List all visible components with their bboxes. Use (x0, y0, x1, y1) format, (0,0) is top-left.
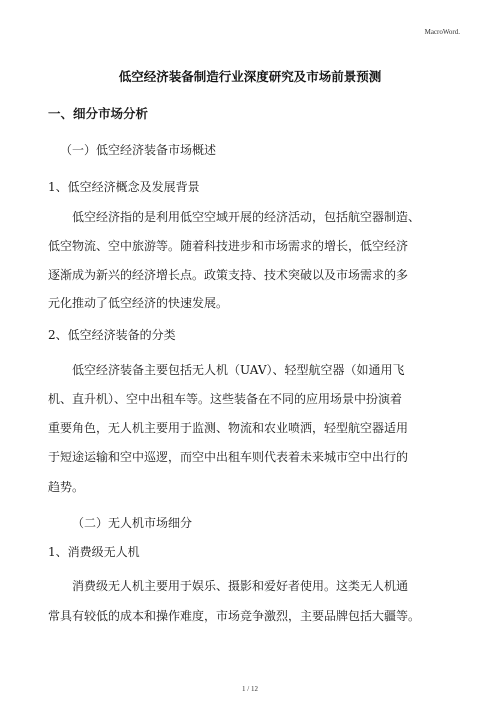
paragraph-line: 机、直升机）、空中出租车等。这些装备在不同的应用场景中扮演着 (48, 392, 403, 406)
item-heading-3: 1、消费级无人机 (48, 545, 140, 559)
paragraph-line: 低空经济指的是利用低空空域开展的经济活动，包括航空器制造、 (72, 210, 421, 224)
item-heading-1: 1、低空经济概念及发展背景 (48, 180, 200, 194)
paragraph-line: 常具有较低的成本和操作难度，市场竞争激烈，主要品牌包括大疆等。 (48, 609, 421, 623)
paragraph-line: 元化推动了低空经济的快速发展。 (48, 296, 229, 310)
document-title: 低空经济装备制造行业深度研究及市场前景预测 (118, 69, 382, 84)
page-number: 1 / 12 (242, 685, 258, 693)
section-heading-1: 一、细分市场分析 (48, 106, 149, 121)
paragraph-line: 逐渐成为新兴的经济增长点。政策支持、技术突破以及市场需求的多 (48, 268, 409, 282)
subsection-heading-2: （二）无人机市场细分 (72, 516, 193, 530)
item-heading-2: 2、低空经济装备的分类 (48, 328, 176, 342)
paragraph-line: 趋势。 (48, 480, 85, 494)
subsection-heading-1: （一）低空经济装备市场概述 (60, 143, 217, 157)
paragraph-line: 于短途运输和空中巡逻，而空中出租车则代表着未来城市空中出行的 (48, 450, 409, 464)
paragraph-line: 低空经济装备主要包括无人机（UAV）、轻型航空器（如通用飞 (72, 363, 405, 377)
header-brand: MacroWord. (424, 28, 460, 36)
paragraph-line: 低空物流、空中旅游等。随着科技进步和市场需求的增长，低空经济 (48, 239, 409, 253)
paragraph-line: 消费级无人机主要用于娱乐、摄影和爱好者使用。这类无人机通 (72, 579, 409, 593)
paragraph-line: 重要角色，无人机主要用于监测、物流和农业喷洒，轻型航空器适用 (48, 421, 409, 435)
